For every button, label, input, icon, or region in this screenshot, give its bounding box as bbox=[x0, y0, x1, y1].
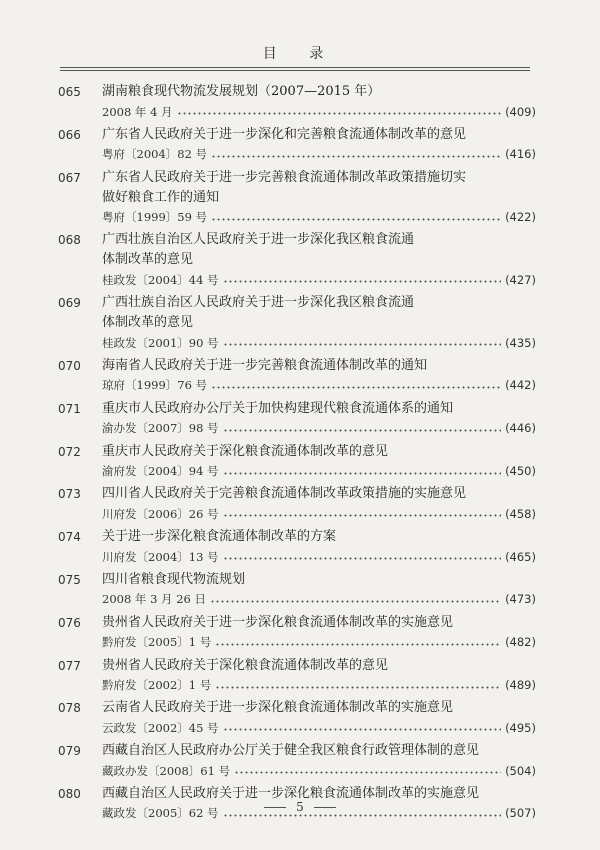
entry-number: 071 bbox=[58, 401, 81, 416]
entry-title-continued: 体制改革的意见 bbox=[102, 252, 194, 268]
entry-page-number: (504) bbox=[505, 763, 536, 778]
entry-document-reference: 渝办发〔2007〕98 号 bbox=[102, 421, 219, 436]
dot-leader bbox=[223, 728, 502, 731]
toc-entry[interactable] bbox=[58, 230, 536, 289]
entry-title-continued: 体制改革的意见 bbox=[102, 315, 194, 331]
entry-number: 077 bbox=[58, 658, 81, 673]
dot-leader bbox=[210, 600, 501, 603]
toc-entry[interactable] bbox=[58, 570, 536, 609]
dot-leader bbox=[234, 771, 501, 774]
entry-title: 重庆市人民政府关于深化粮食流通体制改革的意见 bbox=[102, 443, 389, 459]
entry-page-number: (446) bbox=[505, 421, 536, 436]
entry-document-reference: 粤府〔2004〕82 号 bbox=[102, 147, 208, 162]
toc-entry[interactable] bbox=[58, 613, 536, 652]
dot-leader bbox=[215, 686, 501, 689]
entry-title: 广东省人民政府关于进一步深化和完善粮食流通体制改革的意见 bbox=[102, 126, 467, 142]
toc-entry[interactable] bbox=[58, 125, 536, 164]
entry-title: 贵州省人民政府关于进一步深化粮食流通体制改革的实施意见 bbox=[102, 614, 454, 630]
toc-entry[interactable] bbox=[58, 82, 536, 121]
dot-leader bbox=[211, 155, 501, 158]
entry-number: 079 bbox=[58, 744, 81, 759]
toc-entry[interactable] bbox=[58, 698, 536, 737]
entry-document-reference: 琼府〔1999〕76 号 bbox=[102, 378, 208, 393]
entry-document-reference: 川府发〔2004〕13 号 bbox=[102, 549, 219, 564]
entry-title: 四川省人民政府关于完善粮食流通体制改革政策措施的实施意见 bbox=[102, 486, 467, 502]
entry-title: 重庆市人民政府办公厅关于加快构建现代粮食流通体系的通知 bbox=[102, 400, 454, 416]
entry-document-reference: 渝府发〔2004〕94 号 bbox=[102, 464, 219, 479]
entry-number: 074 bbox=[58, 530, 81, 545]
entry-number: 072 bbox=[58, 444, 81, 459]
entry-title: 西藏自治区人民政府关于进一步深化粮食流通体制改革的实施意见 bbox=[102, 785, 480, 801]
toc-entry[interactable] bbox=[58, 293, 536, 352]
footer-dash-left bbox=[264, 807, 286, 808]
toc-entry[interactable] bbox=[58, 527, 536, 566]
entry-title: 海南省人民政府关于进一步完善粮食流通体制改革的通知 bbox=[102, 357, 428, 373]
entry-page-number: (409) bbox=[505, 104, 536, 119]
entry-number: 065 bbox=[58, 85, 81, 99]
entry-title: 云南省人民政府关于进一步深化粮食流通体制改革的实施意见 bbox=[102, 700, 454, 716]
entry-page-number: (489) bbox=[505, 678, 536, 693]
entry-document-reference: 黔府发〔2005〕1 号 bbox=[102, 635, 212, 650]
toc-entry[interactable] bbox=[58, 356, 536, 395]
dot-leader bbox=[223, 814, 502, 817]
entry-document-reference: 2008 年 4 月 bbox=[102, 104, 173, 119]
toc-entry[interactable] bbox=[58, 399, 536, 438]
dot-leader bbox=[211, 218, 501, 221]
dot-leader bbox=[223, 343, 502, 346]
entry-title-continued: 做好粮食工作的通知 bbox=[102, 189, 220, 205]
entry-document-reference: 川府发〔2006〕26 号 bbox=[102, 506, 219, 521]
entry-document-reference: 桂政发〔2001〕90 号 bbox=[102, 335, 219, 350]
entry-page-number: (473) bbox=[505, 592, 536, 607]
entry-number: 080 bbox=[58, 786, 81, 801]
dot-leader bbox=[223, 280, 502, 283]
entry-page-number: (465) bbox=[505, 549, 536, 564]
entry-page-number: (442) bbox=[505, 378, 536, 393]
entry-document-reference: 藏政发〔2005〕62 号 bbox=[102, 806, 219, 821]
entry-number: 078 bbox=[58, 701, 81, 716]
page-number: 5 bbox=[296, 800, 304, 814]
entry-title: 四川省粮食现代物流规划 bbox=[102, 571, 246, 587]
entry-number: 070 bbox=[58, 358, 81, 373]
toc-entry[interactable] bbox=[58, 442, 536, 481]
entry-page-number: (507) bbox=[505, 806, 536, 821]
entry-title: 广西壮族自治区人民政府关于进一步深化我区粮食流通 bbox=[102, 232, 415, 248]
entry-number: 073 bbox=[58, 487, 81, 502]
entry-document-reference: 桂政发〔2004〕44 号 bbox=[102, 272, 219, 287]
entry-document-reference: 粤府〔1999〕59 号 bbox=[102, 210, 208, 225]
dot-leader bbox=[223, 557, 502, 560]
entry-document-reference: 2008 年 3 月 26 日 bbox=[102, 592, 206, 607]
dot-leader bbox=[223, 514, 502, 517]
entry-page-number: (495) bbox=[505, 720, 536, 735]
dot-leader bbox=[223, 429, 502, 432]
table-of-contents bbox=[58, 82, 536, 827]
entry-page-number: (458) bbox=[505, 506, 536, 521]
entry-page-number: (482) bbox=[505, 635, 536, 650]
dot-leader bbox=[215, 643, 501, 646]
dot-leader bbox=[177, 112, 502, 115]
entry-title: 关于进一步深化粮食流通体制改革的方案 bbox=[102, 529, 337, 545]
entry-title: 西藏自治区人民政府办公厅关于健全我区粮食行政管理体制的意见 bbox=[102, 743, 480, 759]
entry-title: 广西壮族自治区人民政府关于进一步深化我区粮食流通 bbox=[102, 295, 415, 311]
entry-number: 066 bbox=[58, 127, 81, 142]
entry-title: 广东省人民政府关于进一步完善粮食流通体制改革政策措施切实 bbox=[102, 169, 467, 185]
entry-number: 075 bbox=[58, 572, 81, 587]
entry-page-number: (450) bbox=[505, 464, 536, 479]
entry-page-number: (416) bbox=[505, 147, 536, 162]
entry-number: 076 bbox=[58, 615, 81, 630]
page-footer bbox=[0, 800, 600, 814]
entry-title: 贵州省人民政府关于深化粮食流通体制改革的意见 bbox=[102, 657, 389, 673]
footer-dash-right bbox=[314, 807, 336, 808]
toc-entry[interactable] bbox=[58, 656, 536, 695]
toc-entry[interactable] bbox=[58, 741, 536, 780]
dot-leader bbox=[223, 472, 502, 475]
toc-entry[interactable] bbox=[58, 484, 536, 523]
toc-entry[interactable] bbox=[58, 168, 536, 227]
entry-document-reference: 藏政办发〔2008〕61 号 bbox=[102, 763, 231, 778]
header-rule bbox=[60, 67, 530, 68]
entry-title: 湖南粮食现代物流发展规划（2007—2015 年） bbox=[102, 84, 381, 99]
entry-number: 067 bbox=[58, 170, 81, 185]
dot-leader bbox=[211, 386, 501, 389]
entry-document-reference: 黔府发〔2002〕1 号 bbox=[102, 678, 212, 693]
entry-number: 069 bbox=[58, 296, 81, 311]
entry-document-reference: 云政发〔2002〕45 号 bbox=[102, 720, 219, 735]
entry-number: 068 bbox=[58, 233, 81, 248]
page-title: 目 录 bbox=[262, 46, 338, 62]
entry-page-number: (422) bbox=[505, 210, 536, 225]
entry-page-number: (435) bbox=[505, 335, 536, 350]
entry-page-number: (427) bbox=[505, 272, 536, 287]
header-rule bbox=[60, 70, 530, 71]
